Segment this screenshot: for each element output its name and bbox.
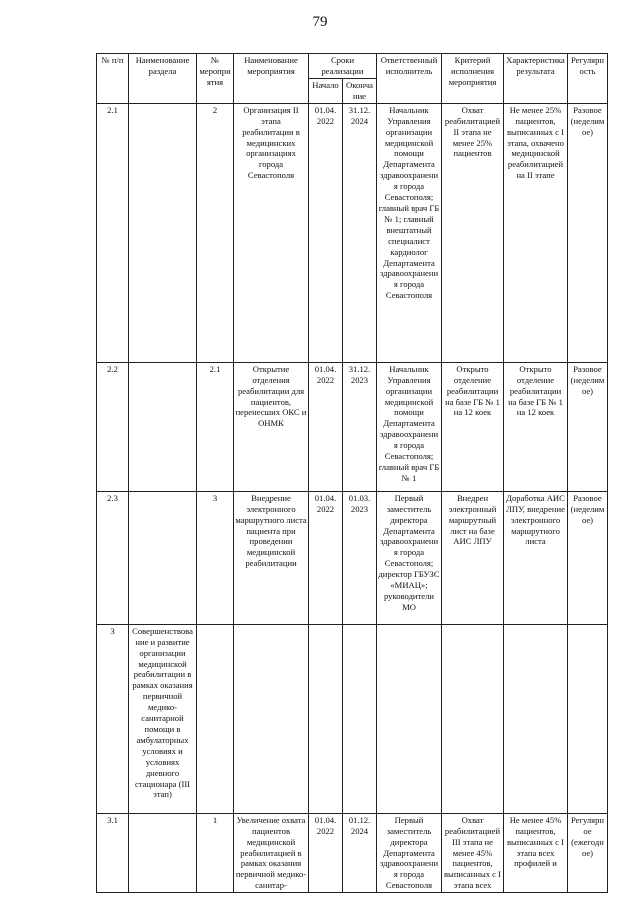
header-end: Окончание bbox=[343, 79, 377, 104]
row-criterion: Охват реабилитацией II этапа не менее 25% пациентов bbox=[442, 103, 504, 362]
row-section: Совершенствование и развитие организации медицинской реабилитации в рамках оказания первичной медико-санитарной помощи в амбулаторных условиях и условиях дневного стационара (III этап) bbox=[129, 624, 197, 813]
row-num: 2.1 bbox=[97, 103, 129, 362]
row-end: 01.12. 2024 bbox=[343, 813, 377, 892]
row-event-num: 2 bbox=[197, 103, 234, 362]
header-responsible: Ответственный исполнитель bbox=[377, 54, 442, 104]
row-end: 31.12. 2024 bbox=[343, 103, 377, 362]
row-regularity: Регулярное (ежегодное) bbox=[568, 813, 608, 892]
activity-table bbox=[96, 53, 608, 893]
header-criterion: Критерий исполнения мероприятия bbox=[442, 54, 504, 104]
row-event-name: Увеличение охвата пациентов медицинской реабилитацией в рамках оказания первичной медико-санитар- bbox=[234, 813, 309, 892]
row-regularity: Разовое (неделимое) bbox=[568, 362, 608, 491]
row-end: 31.12. 2023 bbox=[343, 362, 377, 491]
row-criterion bbox=[442, 624, 504, 813]
row-event-num: 2.1 bbox=[197, 362, 234, 491]
row-num: 2.3 bbox=[97, 491, 129, 624]
table-row bbox=[97, 362, 608, 491]
row-num: 3 bbox=[97, 624, 129, 813]
row-start bbox=[309, 624, 343, 813]
header-event-name: Наименование мероприятия bbox=[234, 54, 309, 104]
row-end bbox=[343, 624, 377, 813]
table-row bbox=[97, 624, 608, 813]
header-result: Характеристика результата bbox=[504, 54, 568, 104]
row-responsible bbox=[377, 624, 442, 813]
row-num: 3.1 bbox=[97, 813, 129, 892]
row-section bbox=[129, 813, 197, 892]
row-result bbox=[504, 624, 568, 813]
row-section bbox=[129, 491, 197, 624]
header-event-num: № мероприятия bbox=[197, 54, 234, 104]
row-regularity bbox=[568, 624, 608, 813]
row-result: Не менее 25% пациентов, выписанных с I этапа, охвачено медицинской реабилитацией на II этапе bbox=[504, 103, 568, 362]
row-responsible: Первый заместитель директора Департамента здравоохранения города Севастополя bbox=[377, 813, 442, 892]
header-section: Наименование раздела bbox=[129, 54, 197, 104]
table-row bbox=[97, 491, 608, 624]
table-row bbox=[97, 103, 608, 362]
header-start: Начало bbox=[309, 79, 343, 104]
table-row bbox=[97, 813, 608, 892]
row-result: Не менее 45% пациентов, выписанных с I этапа всех профилей и bbox=[504, 813, 568, 892]
row-regularity: Разовое (неделимое) bbox=[568, 103, 608, 362]
header-num: № п/п bbox=[97, 54, 129, 104]
header-dates: Сроки реализации bbox=[309, 54, 377, 79]
row-event-name: Организация II этапа реабилитации в медицинских организациях города Севастополя bbox=[234, 103, 309, 362]
row-section bbox=[129, 103, 197, 362]
row-event-name: Внедрение электронного маршрутного листа пациента при проведении медицинской реабилитации bbox=[234, 491, 309, 624]
header-regularity: Регулярность bbox=[568, 54, 608, 104]
row-responsible: Начальник Управления организации медицинской помощи Департамента здравоохранения города Севастополя; главный врач ГБ № 1; главный внештатный специалист кардиолог Департамента здравоохранения города Севастополя bbox=[377, 103, 442, 362]
row-start: 01.04. 2022 bbox=[309, 103, 343, 362]
row-criterion: Охват реабилитацией III этапа не менее 45% пациентов, выписанных с I этапа всех bbox=[442, 813, 504, 892]
row-criterion: Открыто отделение реабилитации на базе ГБ № 1 на 12 коек bbox=[442, 362, 504, 491]
row-responsible: Первый заместитель директора Департамента здравоохранения города Севастополя; директор ГБУЗС «МИАЦ»; руководители МО bbox=[377, 491, 442, 624]
row-end: 01.03. 2023 bbox=[343, 491, 377, 624]
row-section bbox=[129, 362, 197, 491]
row-responsible: Начальник Управления организации медицинской помощи Департамента здравоохранения города Севастополя; главный врач ГБ № 1 bbox=[377, 362, 442, 491]
row-start: 01.04. 2022 bbox=[309, 491, 343, 624]
page-number: 79 bbox=[312, 14, 328, 30]
row-result: Открыто отделение реабилитации на базе ГБ № 1 на 12 коек bbox=[504, 362, 568, 491]
row-num: 2.2 bbox=[97, 362, 129, 491]
row-event-num: 1 bbox=[197, 813, 234, 892]
row-start: 01.04. 2022 bbox=[309, 813, 343, 892]
row-start: 01.04. 2022 bbox=[309, 362, 343, 491]
row-event-num: 3 bbox=[197, 491, 234, 624]
row-regularity: Разовое (неделимое) bbox=[568, 491, 608, 624]
row-event-name: Открытие отделения реабилитации для пациентов, перенесших ОКС и ОНМК bbox=[234, 362, 309, 491]
row-event-name bbox=[234, 624, 309, 813]
row-event-num bbox=[197, 624, 234, 813]
row-criterion: Внедрен электронный маршрутный лист на базе АИС ЛПУ bbox=[442, 491, 504, 624]
row-result: Доработка АИС ЛПУ, внедрение электронного маршрутного листа bbox=[504, 491, 568, 624]
